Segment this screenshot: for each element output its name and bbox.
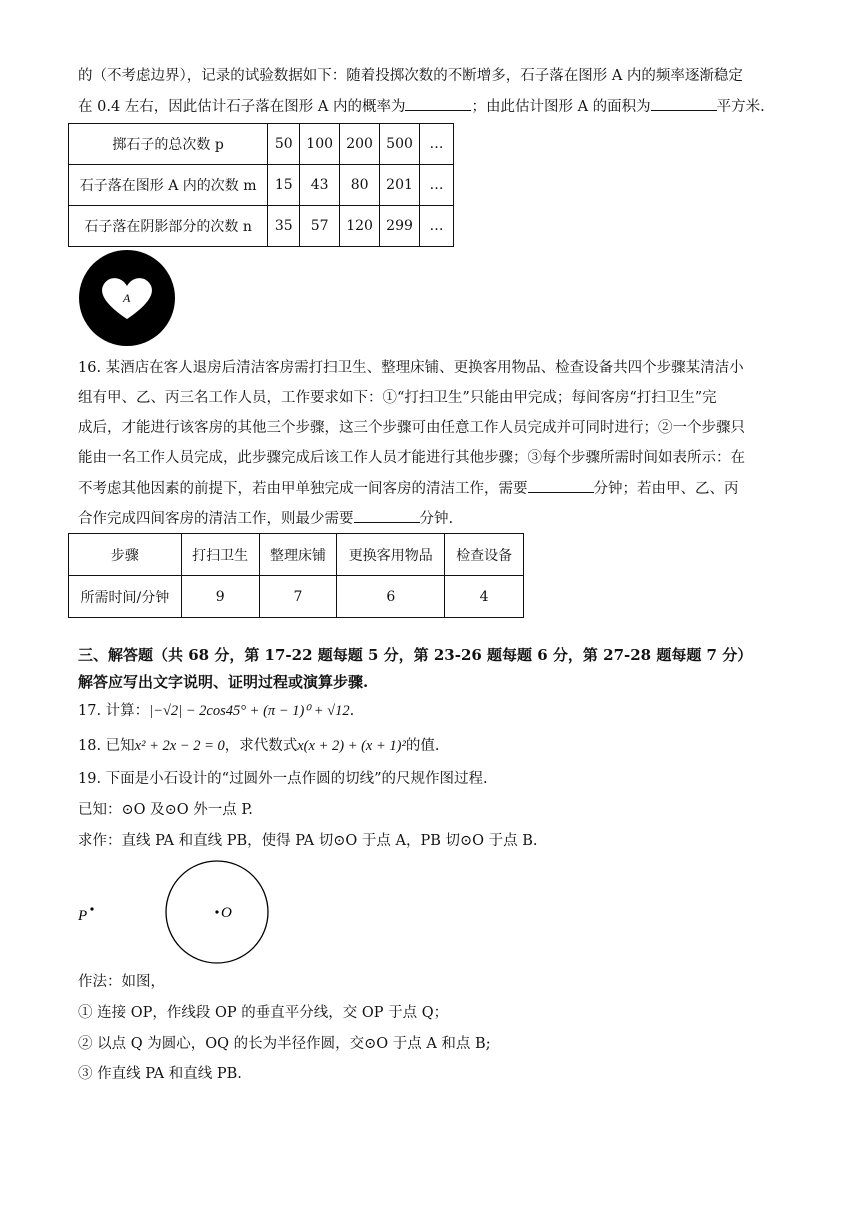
table-cell: …	[420, 124, 454, 165]
q16-text-line6	[78, 508, 453, 529]
q16-text-part4: 分钟.	[419, 511, 454, 527]
table-cell: 500	[380, 124, 420, 165]
q15-text-part1: 在 0.4 左右，因此估计石子落在图形 A 内的概率为	[78, 99, 406, 115]
row-label: 掷石子的总次数 p	[69, 124, 268, 165]
q15-text-part3: 平方米.	[716, 99, 765, 115]
q18-suffix: 的值.	[405, 738, 440, 754]
q16-text-line2: 组有甲、乙、丙三名工作人员，工作要求如下：①“打扫卫生”只能由甲完成；每间客房“打扫卫生”完	[78, 390, 717, 406]
table-cell: …	[420, 165, 454, 206]
q19-step2: ② 以点 Q 为圆心，OQ 的长为半径作圆，交⊙O 于点 A 和点 B;	[78, 1036, 491, 1052]
table-cell: 80	[340, 165, 380, 206]
table-cell: 15	[268, 165, 300, 206]
q16-text-line5	[78, 478, 739, 499]
q18-line	[78, 736, 439, 756]
table-cell: 299	[380, 206, 420, 247]
q17-line	[78, 701, 354, 721]
table-cell: 200	[340, 124, 380, 165]
q18-condition: x² + 2x − 2 = 0	[134, 738, 225, 754]
q19-step1: ① 连接 OP，作线段 OP 的垂直平分线，交 OP 于点 Q；	[78, 1005, 449, 1021]
q16-steps-table	[68, 533, 524, 618]
table-row	[69, 576, 524, 618]
table-cell: 6	[337, 576, 445, 618]
answer-blank-area[interactable]	[651, 96, 717, 111]
row-label: 石子落在图形 A 内的次数 m	[69, 165, 268, 206]
q16-text-part1: 不考虑其他因素的前提下，若由甲单独完成一间客房的清洁工作，需要	[78, 481, 528, 497]
q18-expression: x(x + 2) + (x + 1)²	[297, 738, 406, 754]
answer-blank-probability[interactable]	[405, 96, 471, 111]
q15-text-part2: ；由此估计图形 A 的面积为	[471, 99, 651, 115]
q16-text-line3: 成后，才能进行该客房的其他三个步骤，这三个步骤可由任意工作人员完成并可同时进行；②一个步骤只	[78, 420, 745, 436]
q17-prefix: 17. 计算：	[78, 703, 150, 719]
q15-data-table	[68, 123, 454, 247]
point-p	[90, 907, 93, 910]
q17-suffix: .	[349, 703, 355, 719]
table-cell: 所需时间/分钟	[69, 576, 182, 618]
table-cell: 50	[268, 124, 300, 165]
section-title: 三、解答题（共 68 分，第 17-22 题每题 5 分，第 23-26 题每题 6 分，第 27-28 题每题 7 分）	[78, 646, 753, 664]
table-row	[69, 124, 454, 165]
table-header-cell: 步骤	[69, 534, 182, 576]
q16-text-line1: 16. 某酒店在客人退房后清洁客房需打扫卫生、整理床铺、更换客用物品、检查设备共四个步骤某清洁小	[78, 360, 744, 376]
q19-find: 求作：直线 PA 和直线 PB，使得 PA 切⊙O 于点 A，PB 切⊙O 于点 B.	[78, 833, 538, 849]
q19-step3: ③ 作直线 PA 和直线 PB.	[78, 1066, 242, 1082]
table-cell: 201	[380, 165, 420, 206]
figure-label-a: A	[123, 291, 131, 305]
q19-method: 作法：如图，	[78, 974, 165, 990]
table-cell: 35	[268, 206, 300, 247]
table-cell: 4	[445, 576, 524, 618]
table-header-cell: 整理床铺	[259, 534, 337, 576]
table-cell: 7	[259, 576, 337, 618]
table-cell: 9	[181, 576, 259, 618]
answer-blank-single-time[interactable]	[528, 478, 594, 493]
table-row	[69, 165, 454, 206]
table-header-row	[69, 534, 524, 576]
q16-text-part3: 合作完成四间客房的清洁工作，则最少需要	[78, 511, 354, 527]
q16-text-line4: 能由一名工作人员完成，此步骤完成后该工作人员才能进行其他步骤；③每个步骤所需时间如表所示：在	[78, 450, 745, 466]
q15-text-line2	[78, 96, 765, 117]
table-cell: 43	[300, 165, 340, 206]
table-cell: 120	[340, 206, 380, 247]
table-header-cell: 检查设备	[445, 534, 524, 576]
heart-circle-svg	[78, 249, 176, 347]
q17-expression: |−√2| − 2cos45° + (π − 1)⁰ + √12	[149, 703, 350, 719]
q19-line1: 19. 下面是小石设计的“过圆外一点作圆的切线”的尺规作图过程.	[78, 771, 488, 787]
q18-prefix: 18. 已知	[78, 738, 135, 754]
table-cell: 57	[300, 206, 340, 247]
q16-text-part2: 分钟；若由甲、乙、丙	[593, 481, 739, 497]
table-cell: …	[420, 206, 454, 247]
q19-given: 已知：⊙O 及⊙O 外一点 P.	[78, 802, 253, 818]
table-row	[69, 206, 454, 247]
circle-construction-svg	[70, 860, 280, 964]
table-header-cell: 打扫卫生	[181, 534, 259, 576]
center-point-o	[215, 910, 218, 913]
point-label-p: P	[78, 908, 88, 924]
row-label: 石子落在阴影部分的次数 n	[69, 206, 268, 247]
q15-text-line1: 的（不考虑边界），记录的试验数据如下：随着投掷次数的不断增多，石子落在图形 A 内的频率逐渐稳定	[78, 68, 743, 84]
circle-construction-figure	[70, 860, 280, 968]
point-label-o: O	[221, 905, 232, 921]
table-cell: 100	[300, 124, 340, 165]
q18-mid: ，求代数式	[224, 738, 298, 754]
heart-circle-figure	[78, 249, 176, 351]
section-subtitle: 解答应写出文字说明、证明过程或演算步骤.	[78, 673, 369, 691]
table-header-cell: 更换客用物品	[337, 534, 445, 576]
answer-blank-min-time[interactable]	[354, 508, 420, 523]
